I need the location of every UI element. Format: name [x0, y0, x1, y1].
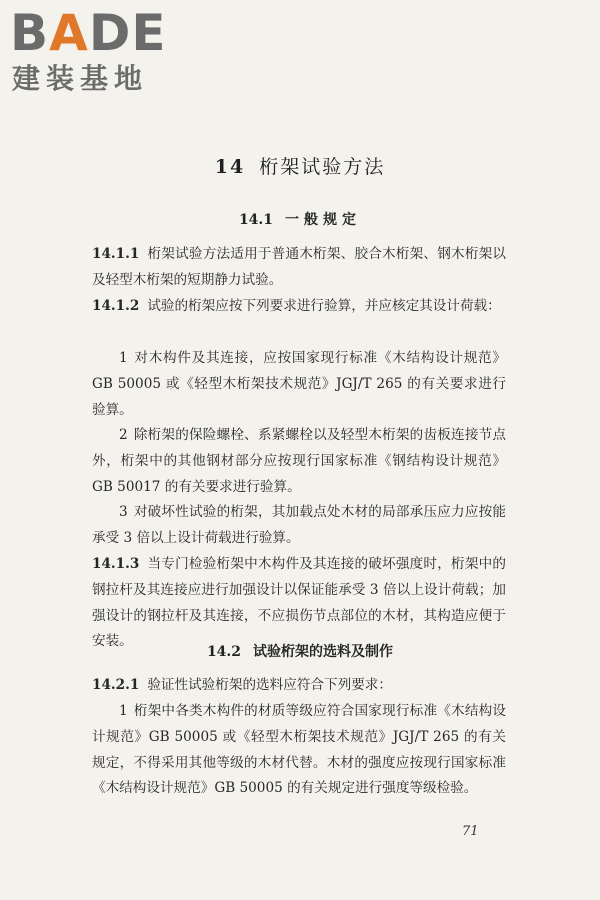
- clause-14-1-2-item-3: 3 对破坏性试验的桁架，其加载点处木材的局部承压应力应按能承受 3 倍以上设计荷载进行验算。: [92, 504, 506, 546]
- clause-14-2-1-item-1: 1 桁架中各类木构件的材质等级应符合国家现行标准《木结构设计规范》GB 50005 或《轻型木桁架技术规范》JGJ/T 265 的有关规定，不得采用其他等级的木材代替。木材的强度应按现行国家标准《木结构设计规范》GB 50005 的有关规定进行强度等级检验。: [92, 703, 506, 797]
- chapter-title: [0, 152, 600, 179]
- clause-14-1-2-item-1: 1 对木构件及其连接，应按国家现行标准《木结构设计规范》GB 50005 或《轻型木桁架技术规范》JGJ/T 265 的有关要求进行验算。: [92, 350, 506, 418]
- brand-logo-chinese: 建装基地: [12, 62, 149, 95]
- clause-14-1-2: 14.1.2 试验的桁架应按下列要求进行验算，并应核定其设计荷载：: [92, 298, 501, 314]
- brand-logo-wordmark: BADE: [10, 4, 167, 62]
- clause-14-1-2-item-2: 2 除桁架的保险螺栓、系紧螺栓以及轻型木桁架的齿板连接节点外，桁架中的其他钢材部分应按现行国家标准《钢结构设计规范》GB 50017 的有关要求进行验算。: [92, 427, 506, 495]
- chapter-title-text: 桁架试验方法: [259, 156, 386, 178]
- clause-14-1-3: 14.1.3 当专门检验桁架中木构件及其连接的破坏强度时，桁架中的钢拉杆及其连接应进行加强设计以保证能承受 3 倍以上设计荷载；加强设计的钢拉杆及其连接，不应损伤节点部位的木材，其构造应便于安装。: [92, 556, 506, 650]
- brand-logo: [10, 6, 180, 106]
- chapter-number: 14: [214, 156, 246, 178]
- clause-14-1-1: 14.1.1 桁架试验方法适用于普通木桁架、胶合木桁架、钢木桁架以及轻型木桁架的短期静力试验。: [92, 246, 506, 288]
- clause-14-2-1: 14.2.1 验证性试验桁架的选料应符合下列要求：: [92, 677, 392, 693]
- section-heading-14-1: 14.1 一般规定: [238, 212, 362, 228]
- section-heading-14-2: 14.2 试验桁架的选料及制作: [206, 644, 394, 660]
- page-number: 71: [462, 824, 479, 839]
